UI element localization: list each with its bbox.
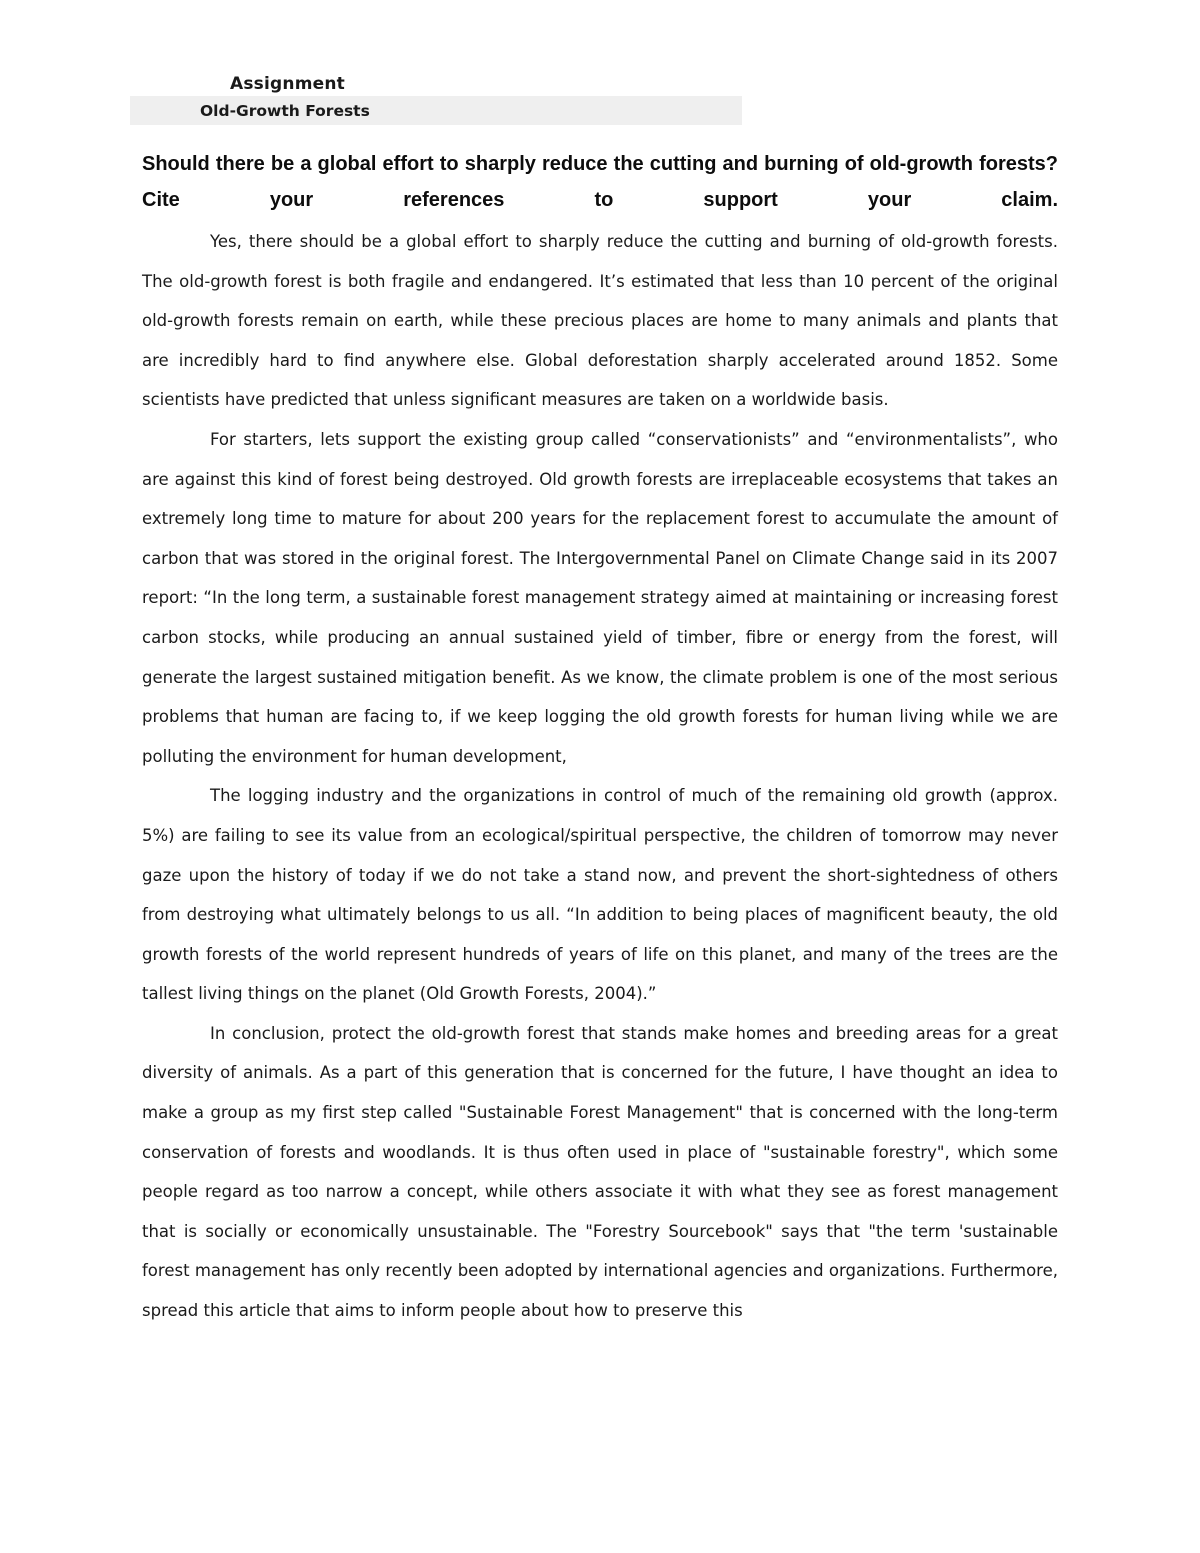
- paragraph-conclusion: In conclusion, protect the old-growth forest that stands make homes and breeding areas for a great diversity of animals. As a part of this generation that is concerned for the future, I have thought an idea to make a group as my first step called "Sustainable Forest Management" that is concerned with the long-term conservation of forests and woodlands. It is thus often used in place of "sustainable forestry", which some people regard as too narrow a concept, while others associate it with what they see as forest management that is socially or economically unsustainable. The "Forestry Sourcebook" says that "the term 'sustainable forest management has only recently been adopted by international agencies and organizations. Furthermore, spread this article that aims to inform people about how to preserve this: [142, 1023, 1058, 1321]
- document-title: Old-Growth Forests: [200, 102, 370, 120]
- essay-question: Should there be a global effort to sharply reduce the cutting and burning of old-growth forests? Cite your references to support your claim.: [142, 153, 1058, 211]
- paragraph-conservation: For starters, lets support the existing group called “conservationists” and “environmentalists”, who are against this kind of forest being destroyed. Old growth forests are irreplaceable ecosystems that takes an extremely long time to mature for about 200 years for the replacement forest to accumulate the amount of carbon that was stored in the original forest. The Intergovernmental Panel on Climate Change said in its 2007 report: “In the long term, a sustainable forest management strategy aimed at maintaining or increasing forest carbon stocks, while producing an annual sustained yield of timber, fibre or energy from the forest, will generate the largest sustained mitigation benefit. As we know, the climate problem is one of the most serious problems that human are facing to, if we keep logging the old growth forests for human living while we are polluting the environment for human development,: [142, 429, 1058, 766]
- paragraph-logging-industry: The logging industry and the organizations in control of much of the remaining old growth (approx. 5%) are failing to see its value from an ecological/spiritual perspective, the children of tomorrow may never gaze upon the history of today if we do not take a stand now, and prevent the short-sightedness of others from destroying what ultimately belongs to us all. “In addition to being places of magnificent beauty, the old growth forests of the world represent hundreds of years of life on this planet, and many of the trees are the tallest living things on the planet (Old Growth Forests, 2004).”: [142, 786, 1058, 1004]
- essay-body: [142, 222, 1058, 1331]
- paragraph-introduction: Yes, there should be a global effort to sharply reduce the cutting and burning of old-growth forests. The old-growth forest is both fragile and endangered. It’s estimated that less than 10 percent of the original old-growth forests remain on earth, while these precious places are home to many animals and plants that are incredibly hard to find anywhere else. Global deforestation sharply accelerated around 1852. Some scientists have predicted that unless significant measures are taken on a worldwide basis.: [142, 232, 1058, 410]
- assignment-label: Assignment: [230, 74, 345, 94]
